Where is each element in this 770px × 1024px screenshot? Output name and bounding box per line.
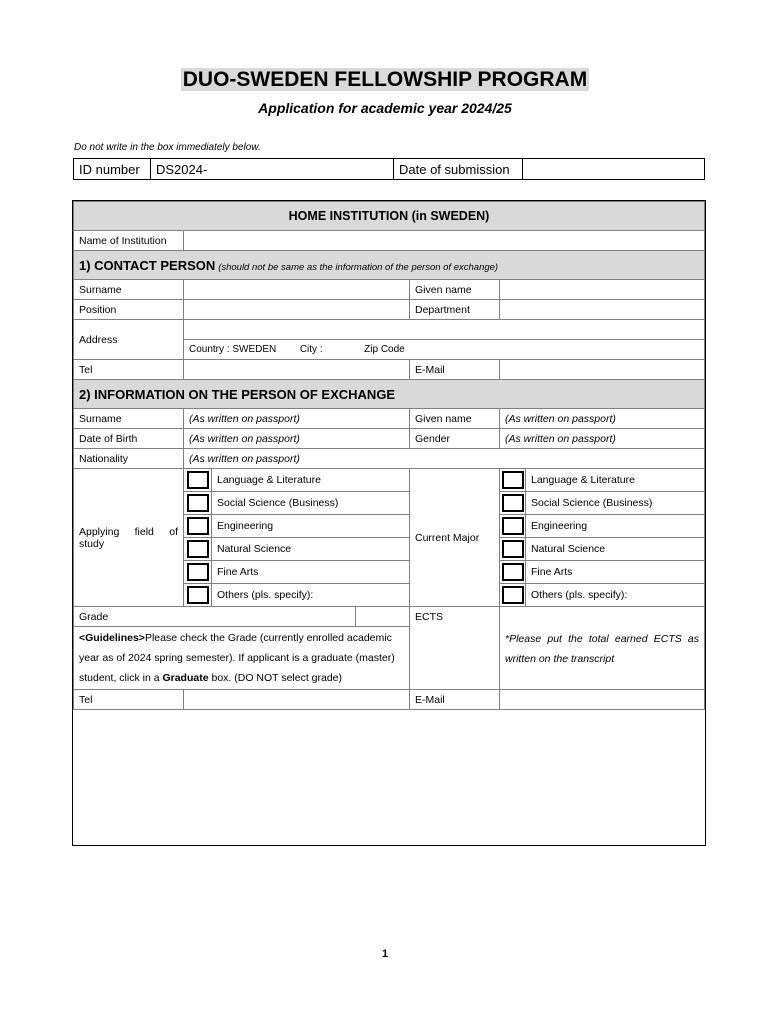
id-number-value[interactable]: DS2024- (151, 159, 394, 180)
current-major-option: Natural Science (526, 538, 705, 561)
current-major-checkbox[interactable] (500, 584, 526, 607)
institution-name-field[interactable] (184, 231, 705, 251)
ects-label: ECTS (410, 607, 500, 690)
exchange-gender-field[interactable]: (As written on passport) (500, 429, 705, 449)
contact-surname-label: Surname (74, 280, 184, 300)
exchange-nationality-label: Nationality (74, 449, 184, 469)
checkbox-icon[interactable] (187, 563, 209, 581)
exchange-gender-label: Gender (410, 429, 500, 449)
exchange-person-header (74, 380, 705, 409)
checkbox-icon[interactable] (502, 540, 524, 558)
contact-tel-label: Tel (74, 360, 184, 380)
contact-position-label: Position (74, 300, 184, 320)
exchange-nationality-field[interactable]: (As written on passport) (184, 449, 705, 469)
date-of-submission-label: Date of submission (394, 159, 523, 180)
date-of-submission-value[interactable] (523, 159, 705, 180)
current-major-option: Others (pls. specify): (526, 584, 705, 607)
checkbox-icon[interactable] (187, 471, 209, 489)
exchange-dob-label: Date of Birth (74, 429, 184, 449)
guidelines-text: Please check the Grade (currently enrolled academic year as of 2024 spring semester). If applicant is a graduate (master) student, click in a (79, 632, 395, 684)
contact-email-field[interactable] (500, 360, 705, 380)
checkbox-icon[interactable] (187, 540, 209, 558)
exchange-surname-field[interactable]: (As written on passport) (184, 409, 410, 429)
page-number: 1 (381, 948, 389, 960)
checkbox-icon[interactable] (502, 563, 524, 581)
checkbox-icon[interactable] (502, 517, 524, 535)
contact-person-title: 1) CONTACT PERSON (79, 257, 216, 273)
id-table (73, 158, 705, 180)
grade-label: Grade (74, 607, 356, 627)
applying-field-checkbox[interactable] (184, 492, 212, 515)
applying-field-option: Fine Arts (212, 561, 410, 584)
city-label: City : (299, 344, 323, 355)
current-major-option: Language & Literature (526, 469, 705, 492)
contact-tel-field[interactable] (184, 360, 410, 380)
guidelines-text-end: box. (DO NOT select grade) (208, 672, 343, 684)
ects-note: *Please put the total earned ECTS as written on the transcript (500, 607, 705, 690)
contact-position-field[interactable] (184, 300, 410, 320)
exchange-tel-label: Tel (74, 690, 184, 710)
current-major-checkbox[interactable] (500, 492, 526, 515)
contact-department-field[interactable] (500, 300, 705, 320)
zip-code-label: Zip Code (364, 344, 405, 355)
applying-field-checkbox[interactable] (184, 515, 212, 538)
checkbox-icon[interactable] (187, 586, 209, 604)
contact-given-name-label: Given name (410, 280, 500, 300)
applying-field-checkbox[interactable] (184, 561, 212, 584)
applying-field-checkbox[interactable] (184, 538, 212, 561)
grade-guidelines (74, 627, 410, 690)
exchange-given-name-label: Given name (410, 409, 500, 429)
checkbox-icon[interactable] (187, 494, 209, 512)
guidelines-graduate: Graduate (162, 672, 209, 684)
contact-person-note: (should not be same as the information of the person of exchange) (218, 261, 499, 273)
form-table (73, 201, 705, 710)
country-label: Country : SWEDEN (189, 344, 277, 355)
applying-field-checkbox[interactable] (184, 469, 212, 492)
checkbox-icon[interactable] (187, 517, 209, 535)
applying-field-label: Applying field of study (74, 469, 184, 607)
applying-field-option: Social Science (Business) (212, 492, 410, 515)
contact-surname-field[interactable] (184, 280, 410, 300)
checkbox-icon[interactable] (502, 494, 524, 512)
document-title: DUO-SWEDEN FELLOWSHIP PROGRAM (182, 68, 588, 91)
exchange-given-name-field[interactable]: (As written on passport) (500, 409, 705, 429)
current-major-option: Social Science (Business) (526, 492, 705, 515)
applying-field-option: Language & Literature (212, 469, 410, 492)
current-major-option: Engineering (526, 515, 705, 538)
application-form (72, 200, 706, 846)
current-major-checkbox[interactable] (500, 469, 526, 492)
exchange-tel-field[interactable] (184, 690, 410, 710)
applying-field-option: Others (pls. specify): (212, 584, 410, 607)
institution-name-label: Name of Institution (74, 231, 184, 251)
office-use-note: Do not write in the box immediately below. (74, 142, 261, 153)
contact-department-label: Department (410, 300, 500, 320)
exchange-email-label: E-Mail (410, 690, 500, 710)
current-major-checkbox[interactable] (500, 538, 526, 561)
contact-given-name-field[interactable] (500, 280, 705, 300)
current-major-checkbox[interactable] (500, 561, 526, 584)
grade-field[interactable] (356, 607, 410, 627)
applying-field-option: Natural Science (212, 538, 410, 561)
guidelines-heading: <Guidelines> (79, 632, 145, 644)
current-major-option: Fine Arts (526, 561, 705, 584)
checkbox-icon[interactable] (502, 471, 524, 489)
exchange-dob-field[interactable]: (As written on passport) (184, 429, 410, 449)
contact-email-label: E-Mail (410, 360, 500, 380)
applying-field-option: Engineering (212, 515, 410, 538)
exchange-person-title: 2) INFORMATION ON THE PERSON OF EXCHANGE (79, 386, 396, 402)
checkbox-icon[interactable] (502, 586, 524, 604)
exchange-email-field[interactable] (500, 690, 705, 710)
contact-address-sub[interactable] (184, 340, 705, 360)
document-subtitle: Application for academic year 2024/25 (258, 100, 512, 116)
applying-field-checkbox[interactable] (184, 584, 212, 607)
contact-address-field[interactable] (184, 320, 705, 340)
contact-person-header (74, 251, 705, 280)
exchange-surname-label: Surname (74, 409, 184, 429)
contact-address-label: Address (74, 320, 184, 360)
id-number-label: ID number (74, 159, 151, 180)
home-institution-header: HOME INSTITUTION (in SWEDEN) (74, 202, 705, 231)
current-major-label: Current Major (410, 469, 500, 607)
current-major-checkbox[interactable] (500, 515, 526, 538)
